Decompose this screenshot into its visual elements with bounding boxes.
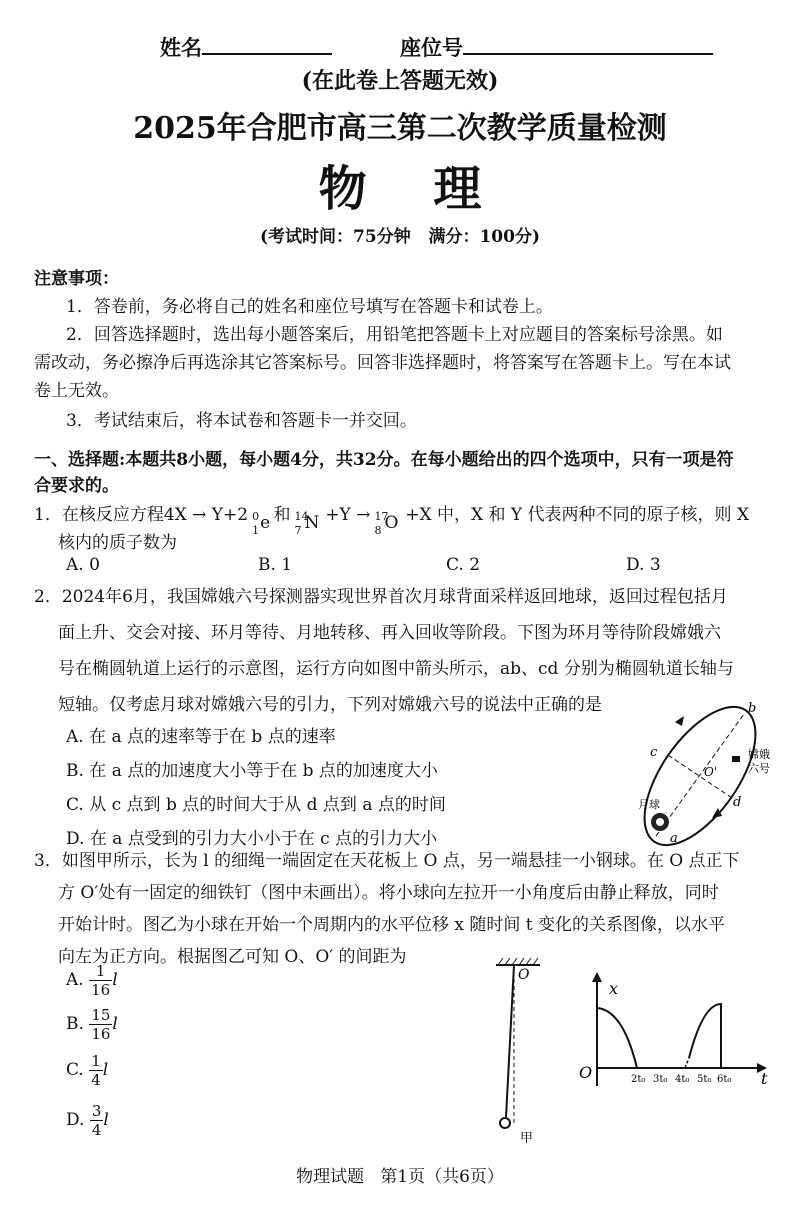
tick-5t0: 5t₀ bbox=[697, 1074, 712, 1085]
label-c: c bbox=[650, 745, 658, 760]
q2-option-b[interactable]: B. 在 a 点的加速度大小等于在 b 点的加速度大小 bbox=[66, 761, 438, 781]
q3-option-d-letter: D. bbox=[66, 1110, 85, 1130]
q2-option-a[interactable]: A. 在 a 点的速率等于在 b 点的速率 bbox=[66, 727, 336, 747]
label-probe-2: 六号 bbox=[748, 762, 770, 775]
q2-line-1-text: 2024年6月，我国嫦娥六号探测器实现世界首次月球背面采样返回地球，返回过程包括月 bbox=[61, 587, 728, 607]
q3-option-c[interactable] bbox=[66, 1052, 108, 1089]
q3-option-c-var: l bbox=[102, 1060, 109, 1080]
q3-option-b-fraction: $\frac{15}{16}$ bbox=[91, 1006, 111, 1043]
pendulum-label-o: O bbox=[518, 967, 530, 983]
q3-option-d-var: l bbox=[103, 1110, 109, 1130]
name-blank[interactable] bbox=[202, 53, 332, 55]
question-2-line-4: 短轴。仅考虑月球对嫦娥六号的引力，下列对嫦娥六号的说法中正确的是 bbox=[58, 695, 602, 715]
minor-axis bbox=[668, 755, 732, 798]
axis-label-t: t bbox=[761, 1069, 768, 1088]
moon-center-icon bbox=[656, 818, 664, 826]
orbit-diagram bbox=[620, 700, 790, 850]
tick-2t0: 2t₀ bbox=[631, 1074, 646, 1085]
tick-3t0: 3t₀ bbox=[653, 1074, 668, 1085]
curve-dashed-segment bbox=[685, 1058, 689, 1068]
seat-field[interactable] bbox=[400, 32, 713, 62]
label-probe-1: 嫦娥 bbox=[748, 748, 770, 761]
label-b: b bbox=[748, 701, 757, 716]
q3-number: 3． bbox=[34, 851, 62, 871]
q3-option-b[interactable] bbox=[66, 1006, 118, 1043]
label-center: O' bbox=[704, 765, 718, 779]
exam-title: 2025年合肥市高三第二次教学质量检测 bbox=[133, 111, 667, 146]
label-d: d bbox=[733, 795, 742, 810]
q1-post: +X 中，X 和 Y 代表两种不同的原子核，则 X bbox=[405, 505, 750, 525]
x-axis-arrow-icon bbox=[592, 972, 602, 982]
seat-blank[interactable] bbox=[463, 53, 713, 55]
notes-line-3: 3．考试结束后，将本试卷和答题卡一并交回。 bbox=[66, 411, 417, 431]
label-moon: 月球 bbox=[638, 798, 660, 811]
q2-option-d[interactable]: D. 在 a 点受到的引力大小小于在 c 点的引力大小 bbox=[66, 829, 438, 849]
name-label: 姓名 bbox=[160, 35, 202, 60]
question-1-stem bbox=[34, 500, 750, 537]
question-3-line-1 bbox=[34, 846, 740, 876]
name-field[interactable] bbox=[160, 32, 332, 62]
question-2-line-2: 面上升、交会对接、环月等待、月地转移、再入回收等阶段。下图为环月等待阶段嫦娥六 bbox=[58, 623, 721, 643]
q3-option-a-fraction: $\frac{1}{16}$ bbox=[91, 962, 111, 999]
steel-ball bbox=[500, 1118, 510, 1128]
tick-6t0: 6t₀ bbox=[717, 1074, 732, 1085]
question-2-line-1 bbox=[34, 582, 728, 612]
nitrogen-symbol: 14 7 N bbox=[294, 509, 320, 537]
q3-option-c-fraction: $\frac{1}{4}$ bbox=[91, 1052, 101, 1089]
label-a: a bbox=[670, 831, 678, 846]
q3-option-a-var: l bbox=[112, 970, 118, 990]
ceiling-hatch bbox=[498, 958, 538, 965]
section-heading-2: 合要求的。 bbox=[34, 476, 119, 496]
notes-line-1: 1．答卷前，务必将自己的姓名和座位号填写在答题卡和试卷上。 bbox=[66, 297, 553, 317]
q3-option-b-var: l bbox=[112, 1014, 118, 1034]
q1-number: 1． bbox=[34, 505, 62, 525]
notice: (在此卷上答题无效) bbox=[301, 68, 499, 94]
electron-symbol: 0 1 e bbox=[252, 509, 271, 537]
seat-label: 座位号 bbox=[400, 35, 463, 60]
notes-line-2c: 卷上无效。 bbox=[34, 381, 119, 401]
q1-and: 和 bbox=[273, 505, 291, 525]
q3-option-d-fraction: $\frac{3}{4}$ bbox=[91, 1102, 102, 1139]
q3-option-b-letter: B. bbox=[66, 1014, 84, 1034]
page-footer: 物理试题 第1页（共6页） bbox=[296, 1167, 504, 1187]
exam-info: (考试时间：75分钟 满分：100分) bbox=[260, 227, 540, 247]
pendulum-string bbox=[506, 965, 514, 1117]
direction-arrow-icon bbox=[675, 716, 684, 726]
curve-right-branch bbox=[689, 1004, 721, 1068]
oxygen-symbol: 17 8 O bbox=[374, 509, 399, 537]
q3-option-d[interactable] bbox=[66, 1102, 109, 1139]
curve-left-branch bbox=[597, 1008, 637, 1068]
figure-jia-caption: 甲 bbox=[520, 1131, 534, 1146]
q1-pre: 在核反应方程4X → Y+2 bbox=[61, 505, 249, 525]
q1-option-b[interactable]: B. 1 bbox=[258, 555, 293, 575]
q1-option-c[interactable]: C. 2 bbox=[446, 555, 481, 575]
notes-line-2b: 需改动，务必擦净后再选涂其它答案标号。回答非选择题时，将答案写在答题卡上。写在本试 bbox=[34, 353, 731, 373]
q3-option-a-letter: A. bbox=[66, 970, 84, 990]
question-1-line-2: 核内的质子数为 bbox=[58, 533, 177, 553]
axis-label-x: x bbox=[609, 979, 619, 998]
q2-number: 2． bbox=[34, 587, 62, 607]
notes-line-2a: 2．回答选择题时，选出每小题答案后，用铅笔把答题卡上对应题目的答案标号涂黑。如 bbox=[66, 325, 723, 345]
question-3-line-3: 开始计时。图乙为小球在开始一个周期内的水平位移 x 随时间 t 变化的关系图像，以水平 bbox=[58, 915, 726, 935]
direction-arrow-icon-2 bbox=[712, 808, 722, 818]
question-2-line-3: 号在椭圆轨道上运行的示意图，运行方向如图中箭头所示，ab、cd 分别为椭圆轨道长轴与 bbox=[58, 659, 734, 679]
section-heading-1: 一、选择题:本题共8小题，每小题4分，共32分。在每小题给出的四个选项中，只有一项是符 bbox=[34, 450, 734, 470]
q1-option-d[interactable]: D. 3 bbox=[626, 555, 661, 575]
q1-mid: +Y → bbox=[325, 505, 371, 525]
q3-option-c-letter: C. bbox=[66, 1060, 84, 1080]
pendulum-diagram bbox=[480, 955, 560, 1150]
subject-title: 物 理 bbox=[318, 161, 482, 217]
q3-line-1-text: 如图甲所示，长为 l 的细绳一端固定在天花板上 O 点，另一端悬挂一小钢球。在 O 点正下 bbox=[61, 851, 740, 871]
question-3-line-4: 向左为正方向。根据图乙可知 O、O′ 的间距为 bbox=[58, 947, 407, 967]
q2-option-c[interactable]: C. 从 c 点到 b 点的时间大于从 d 点到 a 点的时间 bbox=[66, 795, 446, 815]
major-axis bbox=[656, 714, 744, 836]
question-3-line-2: 方 O′处有一固定的细铁钉（图中未画出）。将小球向左拉开一小角度后由静止释放，同时 bbox=[58, 883, 719, 903]
origin-label: O bbox=[579, 1063, 593, 1082]
q3-option-a[interactable] bbox=[66, 962, 118, 999]
tick-4t0: 4t₀ bbox=[675, 1074, 690, 1085]
q1-option-a[interactable]: A. 0 bbox=[66, 555, 100, 575]
notes-title: 注意事项： bbox=[34, 269, 119, 289]
x-t-graph bbox=[575, 968, 775, 1098]
probe-icon bbox=[732, 756, 740, 762]
